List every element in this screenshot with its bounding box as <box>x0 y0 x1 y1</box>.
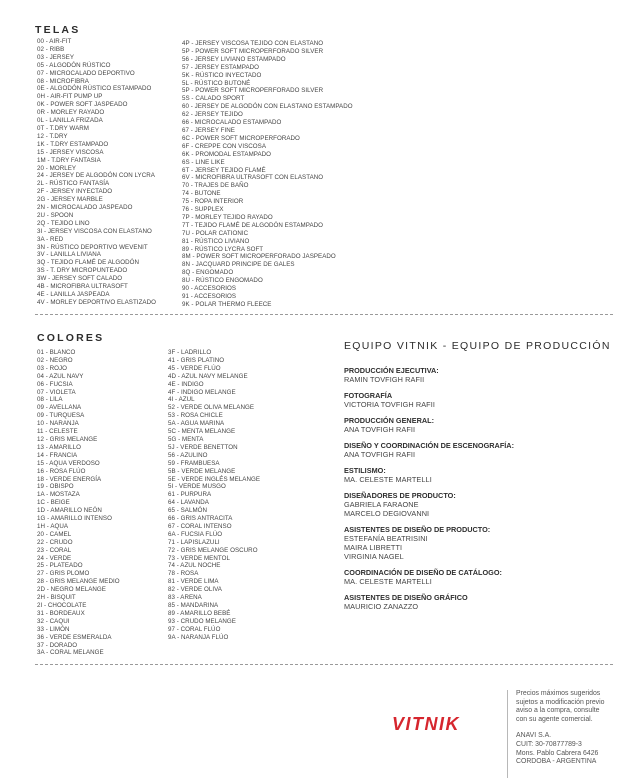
color-item: 20 - CAMEL <box>37 530 72 538</box>
tela-item: 74 - BUTONE <box>182 190 221 198</box>
credit-block <box>344 441 614 459</box>
tela-item: 6T - JERSEY TEJIDO FLAMÉ <box>182 166 266 174</box>
tela-item: 05 - ALGODÓN RÚSTICO <box>37 61 111 69</box>
tela-item: 89 - RÚSTICO LYCRA SOFT <box>182 245 264 253</box>
color-item: 27 - GRIS PLOMO <box>37 570 90 578</box>
tela-item: 0H - AIR-FIT PUMP UP <box>37 93 103 101</box>
tela-item: 3N - RÚSTICO DEPORTIVO WEVENIT <box>37 243 148 251</box>
credit-block <box>344 593 614 611</box>
color-item: 67 - CORAL INTENSO <box>168 522 232 530</box>
tela-item: 9K - POLAR THERMO FLEECE <box>182 300 272 308</box>
color-item: 65 - SALMÓN <box>168 507 208 515</box>
credit-block <box>344 491 614 518</box>
credit-person-name: ANA TOVFIGH RAFII <box>344 425 416 434</box>
tela-item: 66 - MICROCALADO ESTAMPADO <box>182 119 282 127</box>
tela-item: 76 - SUPPLEX <box>182 206 224 214</box>
tela-item: 12 - T.DRY <box>37 132 68 140</box>
tela-item: 6F - CREPPE CON VISCOSA <box>182 142 267 150</box>
color-item: 85 - MANDARINA <box>168 602 219 609</box>
tela-item: 60 - JERSEY DE ALGODÓN CON ELASTANO ESTAMPADO <box>182 103 353 111</box>
credit-role-title: ESTILISMO: <box>344 466 386 475</box>
tela-item: 3S - T. DRY MICROPUNTEADO <box>37 267 128 275</box>
tela-item: 4B - MICROFIBRA ULTRASOFT <box>37 283 128 291</box>
tela-item: 0E - ALGODÓN RÚSTICO ESTAMPADO <box>37 85 152 93</box>
color-item: 74 - AZUL NOCHE <box>168 562 221 570</box>
tela-item: 5L - RÚSTICO BUTONÉ <box>182 79 251 87</box>
company-line: CORDOBA - ARGENTINA <box>516 758 597 766</box>
color-item: 52 - VERDE OLIVA MELANGE <box>168 404 255 412</box>
credit-person-name: VIRGINIA NAGEL <box>344 552 404 561</box>
color-item: 45 - VERDE FLÚO <box>168 364 221 372</box>
color-item: 07 - VIOLETA <box>37 388 76 396</box>
color-item: 4I - AZUL <box>168 396 195 404</box>
tela-item: 70 - TRAJES DE BAÑO <box>182 182 249 190</box>
tela-item: 0R - MORLEY RAYADO <box>37 109 105 117</box>
color-item: 97 - CORAL FLÚO <box>168 625 221 633</box>
company-line: CUIT: 30-70877789-3 <box>516 740 582 748</box>
tela-item: 4V - MORLEY DEPORTIVO ELASTIZADO <box>37 298 156 306</box>
tela-item: 4P - JERSEY VISCOSA TEJIDO CON ELASTANO <box>182 40 324 47</box>
color-item: 64 - LAVANDA <box>168 499 209 507</box>
color-item: 37 - DORADO <box>37 641 78 649</box>
tela-item: 57 - JERSEY ESTAMPADO <box>182 63 260 71</box>
color-item: 01 - BLANCO <box>37 349 76 356</box>
equipo-heading: EQUIPO VITNIK - EQUIPO DE PRODUCCIÓN <box>344 340 611 352</box>
tela-item: 0L - LANILLA FRIZADA <box>37 117 103 125</box>
color-item: 11 - CELESTE <box>37 428 78 436</box>
section-divider-bottom <box>35 664 613 665</box>
tela-item: 5S - CALADO SPORT <box>182 95 245 103</box>
color-item: 18 - VERDE ENERGÍA <box>37 475 102 483</box>
color-item: 66 - GRIS ANTRACITA <box>168 515 233 523</box>
tela-item: 75 - ROPA INTERIOR <box>182 198 244 206</box>
color-item: 32 - CAQUI <box>37 617 70 625</box>
color-item: 13 - AMARILLO <box>37 443 81 451</box>
credit-role-title: ASISTENTES DE DISEÑO GRÁFICO <box>344 593 468 602</box>
color-item: 71 - LAPISLAZULI <box>168 538 220 546</box>
vitnik-logo-mark <box>392 714 488 734</box>
color-item: 09 - AVELLANA <box>37 404 82 412</box>
tela-item: 3A - RED <box>37 235 64 243</box>
footer-divider <box>507 690 508 778</box>
tela-item: 03 - JERSEY <box>37 53 75 61</box>
color-item: 1G - AMARILLO INTENSO <box>37 515 112 523</box>
tela-item: 8U - RÚSTICO ENGOMADO <box>182 277 263 285</box>
tela-item: 4E - LANILLA JASPEADA <box>37 291 110 298</box>
tela-item: 15 - JERSEY VISCOSA <box>37 148 104 156</box>
color-item: 1D - AMARILLO NEÓN <box>37 507 102 515</box>
tela-item: 0K - POWER SOFT JASPEADO <box>37 101 128 109</box>
color-item: 2I - CHOCOLATE <box>37 602 87 609</box>
tela-item: 2L - RÚSTICO FANTASÍA <box>37 180 110 188</box>
color-item: 4E - INDIGO <box>168 380 204 388</box>
tela-item: 20 - MORLEY <box>37 164 77 172</box>
tela-item: 8M - POWER SOFT MICROPERFORADO JASPEADO <box>182 253 336 261</box>
credit-role-title: ASISTENTES DE DISEÑO DE PRODUCTO: <box>344 525 491 534</box>
telas-heading: TELAS <box>35 24 81 36</box>
color-item: 10 - NARANJA <box>37 420 79 428</box>
credit-person-name: ANA TOVFIGH RAFII <box>344 450 416 459</box>
color-item: 1C - BEIGE <box>37 499 70 507</box>
tela-item: 91 - ACCESORIOS <box>182 293 237 300</box>
color-item: 6A - FUCSIA FLÚO <box>168 530 223 538</box>
tela-item: 6C - POWER SOFT MICROPERFORADO <box>182 134 300 142</box>
color-item: 78 - ROSA <box>168 570 199 578</box>
tela-item: 08 - MICROFIBRA <box>37 77 89 85</box>
telas-list-col2 <box>182 40 353 309</box>
tela-item: 2F - JERSEY INYECTADO <box>37 188 113 196</box>
credit-role-title: PRODUCCIÓN GENERAL: <box>344 416 434 425</box>
credit-person-name: GABRIELA FARAONE <box>344 500 419 509</box>
color-item: 3A - CORAL MELANGE <box>37 649 104 657</box>
color-item: 73 - VERDE MENTOL <box>168 554 230 562</box>
color-item: 04 - AZUL NAVY <box>37 372 84 380</box>
color-item: 41 - GRIS PLATINO <box>168 356 225 364</box>
color-item: 53 - ROSA CHICLE <box>168 412 223 420</box>
color-item: 82 - VERDE OLIVA <box>168 586 222 594</box>
credit-block <box>344 466 614 484</box>
color-item: 5J - VERDE BENETTON <box>168 443 238 451</box>
color-item: 23 - CORAL <box>37 546 72 554</box>
company-line: ANAVI S.A. <box>516 732 552 740</box>
tela-item: 2G - JERSEY MARBLE <box>37 196 103 204</box>
company-line: Mons. Pablo Cabrera 6426 <box>516 749 599 757</box>
color-item: 03 - ROJO <box>37 364 68 372</box>
color-item: 56 - AZULINO <box>168 451 208 459</box>
telas-list-col1 <box>37 38 156 307</box>
color-item: 61 - PURPURA <box>168 491 212 499</box>
credit-person-name: MA. CELESTE MARTELLI <box>344 577 432 586</box>
credit-block <box>344 366 614 384</box>
credit-block <box>344 416 614 434</box>
color-item: 5B - VERDE MELANGE <box>168 467 236 475</box>
color-item: 72 - GRIS MELANGE OSCURO <box>168 546 258 554</box>
color-item: 93 - CRUDO MELANGE <box>168 617 236 625</box>
tela-item: 6S - LINE LIKE <box>182 158 225 166</box>
tela-item: 3I - JERSEY VISCOSA CON ELASTANO <box>37 227 152 235</box>
disclaimer-line: aviso a la compra, consulte <box>516 707 600 715</box>
credit-role-title: DISEÑADORES DE PRODUCTO: <box>344 491 456 500</box>
tela-item: 6K - PROMODAL ESTAMPADO <box>182 150 272 158</box>
credit-person-name: RAMIN TOVFIGH RAFII <box>344 375 425 384</box>
disclaimer-line: Precios máximos sugeridos <box>516 690 601 697</box>
tela-item: 5P - POWER SOFT MICROPERFORADO SILVER <box>182 87 324 95</box>
color-item: 19 - OBISPO <box>37 483 74 491</box>
color-item: 24 - VERDE <box>37 554 72 562</box>
tela-item: 8Q - ENGOMADO <box>182 269 234 277</box>
colores-heading: COLORES <box>37 332 105 344</box>
disclaimer-line: sujetos a modificación previo <box>516 698 605 706</box>
tela-item: 00 - AIR-FIT <box>37 38 72 45</box>
color-item: 1H - AQUA <box>37 522 69 530</box>
tela-item: 2Q - TEJIDO LINO <box>37 219 90 227</box>
colores-list-col1 <box>37 349 120 657</box>
tela-item: 8N - JACQUARD PRINCIPE DE GALES <box>182 261 295 269</box>
tela-item: 5P - POWER SOFT MICROPERFORADO SILVER <box>182 47 324 55</box>
section-divider-top <box>35 314 613 315</box>
credit-person-name: VICTORIA TOVFIGH RAFII <box>344 400 435 409</box>
tela-item: 62 - JERSEY TEJIDO <box>182 111 243 119</box>
color-item: 81 - VERDE LIMA <box>168 578 219 586</box>
color-item: 31 - BORDEAUX <box>37 609 85 617</box>
color-item: 36 - VERDE ESMERALDA <box>37 633 112 641</box>
color-item: 12 - GRIS MELANGE <box>37 435 98 443</box>
svg-text:VITNIK: VITNIK <box>392 714 461 734</box>
tela-item: 0T - T.DRY WARM <box>37 124 89 132</box>
tela-item: 07 - MICROCALADO DEPORTIVO <box>37 69 135 77</box>
color-item: 14 - FRANCIA <box>37 451 78 459</box>
tela-item: 5K - RÚSTICO INYECTADO <box>182 71 262 79</box>
color-item: 06 - FUCSIA <box>37 380 73 388</box>
color-item: 4D - AZUL NAVY MELANGE <box>168 372 248 380</box>
credit-role-title: COORDINACIÓN DE DISEÑO DE CATÁLOGO: <box>344 568 502 577</box>
tela-item: 2N - MICROCALADO JASPEADO <box>37 204 133 212</box>
tela-item: 3W - JERSEY SOFT CALADO <box>37 275 123 283</box>
color-item: 15 - AQUA VERDOSO <box>37 459 100 467</box>
color-item: 4F - INDIGO MELANGE <box>168 388 236 396</box>
color-item: 2H - BISQUIT <box>37 594 76 602</box>
color-item: 25 - PLATEADO <box>37 562 83 570</box>
tela-item: 24 - JERSEY DE ALGODÓN CON LYCRA <box>37 172 155 180</box>
tela-item: 7P - MORLEY TEJIDO RAYADO <box>182 213 273 221</box>
color-item: 22 - CRUDO <box>37 538 73 546</box>
tela-item: 7U - POLAR CATIONIC <box>182 229 249 237</box>
tela-item: 3V - LANILLA LIVIANA <box>37 251 101 259</box>
tela-item: 67 - JERSEY FINE <box>182 126 235 134</box>
color-item: 59 - FRAMBUESA <box>168 459 220 467</box>
color-item: 02 - NEGRO <box>37 356 73 364</box>
tela-item: 3Q - TEJIDO FLAMÉ DE ALGODÓN <box>37 259 140 267</box>
equipo-credits <box>344 366 614 618</box>
credit-role-title: PRODUCCIÓN EJECUTIVA: <box>344 366 439 375</box>
tela-item: 90 - ACCESORIOS <box>182 285 237 293</box>
color-item: 28 - GRIS MELANGE MEDIO <box>37 578 120 586</box>
tela-item: 1M - T.DRY FANTASIA <box>37 156 101 164</box>
color-item: 3F - LADRILLO <box>168 349 212 356</box>
credit-role-title: FOTOGRAFÍA <box>344 391 393 400</box>
color-item: 89 - AMARILLO BEBÉ <box>168 609 231 617</box>
credit-block <box>344 525 614 561</box>
tela-item: 7T - TEJIDO FLAMÉ DE ALGODÓN ESTAMPADO <box>182 221 324 229</box>
color-item: 5E - VERDE INGLÉS MELANGE <box>168 475 261 483</box>
tela-item: 6V - MICROFIBRA ULTRASOFT CON ELASTANO <box>182 174 324 182</box>
credit-person-name: MAURICIO ZANAZZO <box>344 602 419 611</box>
tela-item: 1K - T.DRY ESTAMPADO <box>37 140 109 148</box>
vitnik-logo <box>392 714 488 739</box>
color-item: 09 - TURQUESA <box>37 412 85 420</box>
credit-person-name: MA. CELESTE MARTELLI <box>344 475 432 484</box>
company-info <box>516 732 626 766</box>
price-disclaimer <box>516 690 626 724</box>
disclaimer-line: con su agente comercial. <box>516 715 593 723</box>
color-item: 5G - MENTA <box>168 435 204 443</box>
color-item: 1A - MOSTAZA <box>37 491 80 499</box>
color-item: 5C - MENTA MELANGE <box>168 428 236 436</box>
color-item: 2D - NEGRO MELANGE <box>37 586 106 594</box>
color-item: 5I - VERDE MUSGO <box>168 483 226 491</box>
credit-person-name: MAIRA LIBRETTI <box>344 543 403 552</box>
credit-block <box>344 568 614 586</box>
color-item: 83 - ARENA <box>168 594 202 602</box>
tela-item: 02 - RIBB <box>37 45 65 53</box>
tela-item: 56 - JERSEY LIVIANO ESTAMPADO <box>182 55 286 63</box>
color-item: 5A - AGUA MARINA <box>168 420 225 428</box>
credit-person-name: MARCELO DEGIOVANNI <box>344 509 430 518</box>
color-item: 33 - LIMÓN <box>37 625 70 633</box>
credit-block <box>344 391 614 409</box>
credit-person-name: ESTEFANÍA BEATRISINI <box>344 534 428 543</box>
color-item: 08 - LILA <box>37 396 63 404</box>
tela-item: 81 - RÚSTICO LIVIANO <box>182 237 250 245</box>
colores-list-col2 <box>168 349 260 642</box>
credit-role-title: DISEÑO Y COORDINACIÓN DE ESCENOGRAFÍA: <box>344 441 515 450</box>
color-item: 16 - ROSA FLÚO <box>37 467 86 475</box>
tela-item: 2U - SPOON <box>37 211 74 219</box>
footer-info <box>516 690 626 767</box>
color-item: 9A - NARANJA FLÚO <box>168 633 229 641</box>
